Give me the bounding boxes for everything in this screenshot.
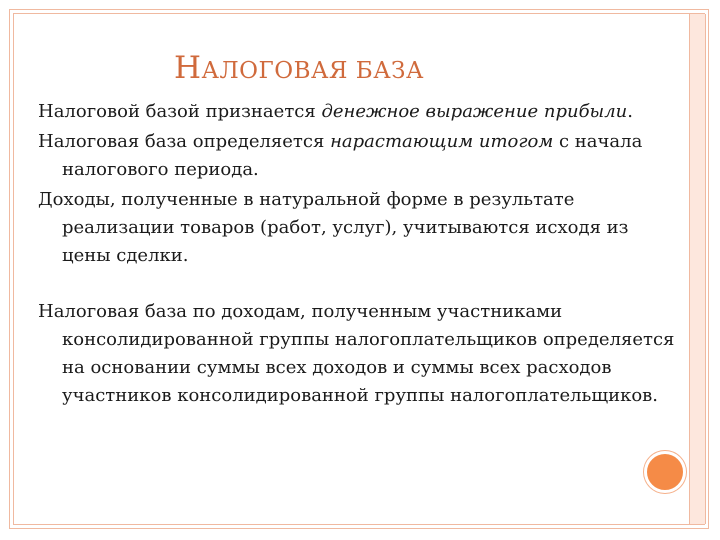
paragraph-3: Доходы, полученные в натуральной форме в результате реализации товаров (работ, услуг), учитываются исходя из цены сделки. [38,189,629,266]
slide-body [38,98,678,412]
title-first-letter: Н [174,50,202,86]
paragraph-1-end: . [627,101,634,122]
paragraph-1-text: Налоговой базой признается [38,101,322,122]
paragraph-2-end: с начала налогового периода. [62,131,643,180]
paragraph-2-emphasis: нарастающим итогом [330,131,554,152]
title-rest: АЛОГОВАЯ БАЗА [201,58,424,84]
paragraph-2 [38,128,678,184]
paragraph-1 [38,98,678,126]
paragraph-2-text: Налоговая база определяется [38,131,331,152]
paragraph-1-emphasis: денежное выражение прибыли [321,101,628,122]
decorative-circle [644,451,686,493]
slide-title [174,50,424,86]
paragraph-4: Налоговая база по доходам, полученным участниками консолидированной группы налогоплательщиков определяется на основании суммы всех доходов и суммы всех расходов участников консолидированной группы налогоплательщиков. [38,301,675,406]
side-decoration-band [689,14,706,524]
